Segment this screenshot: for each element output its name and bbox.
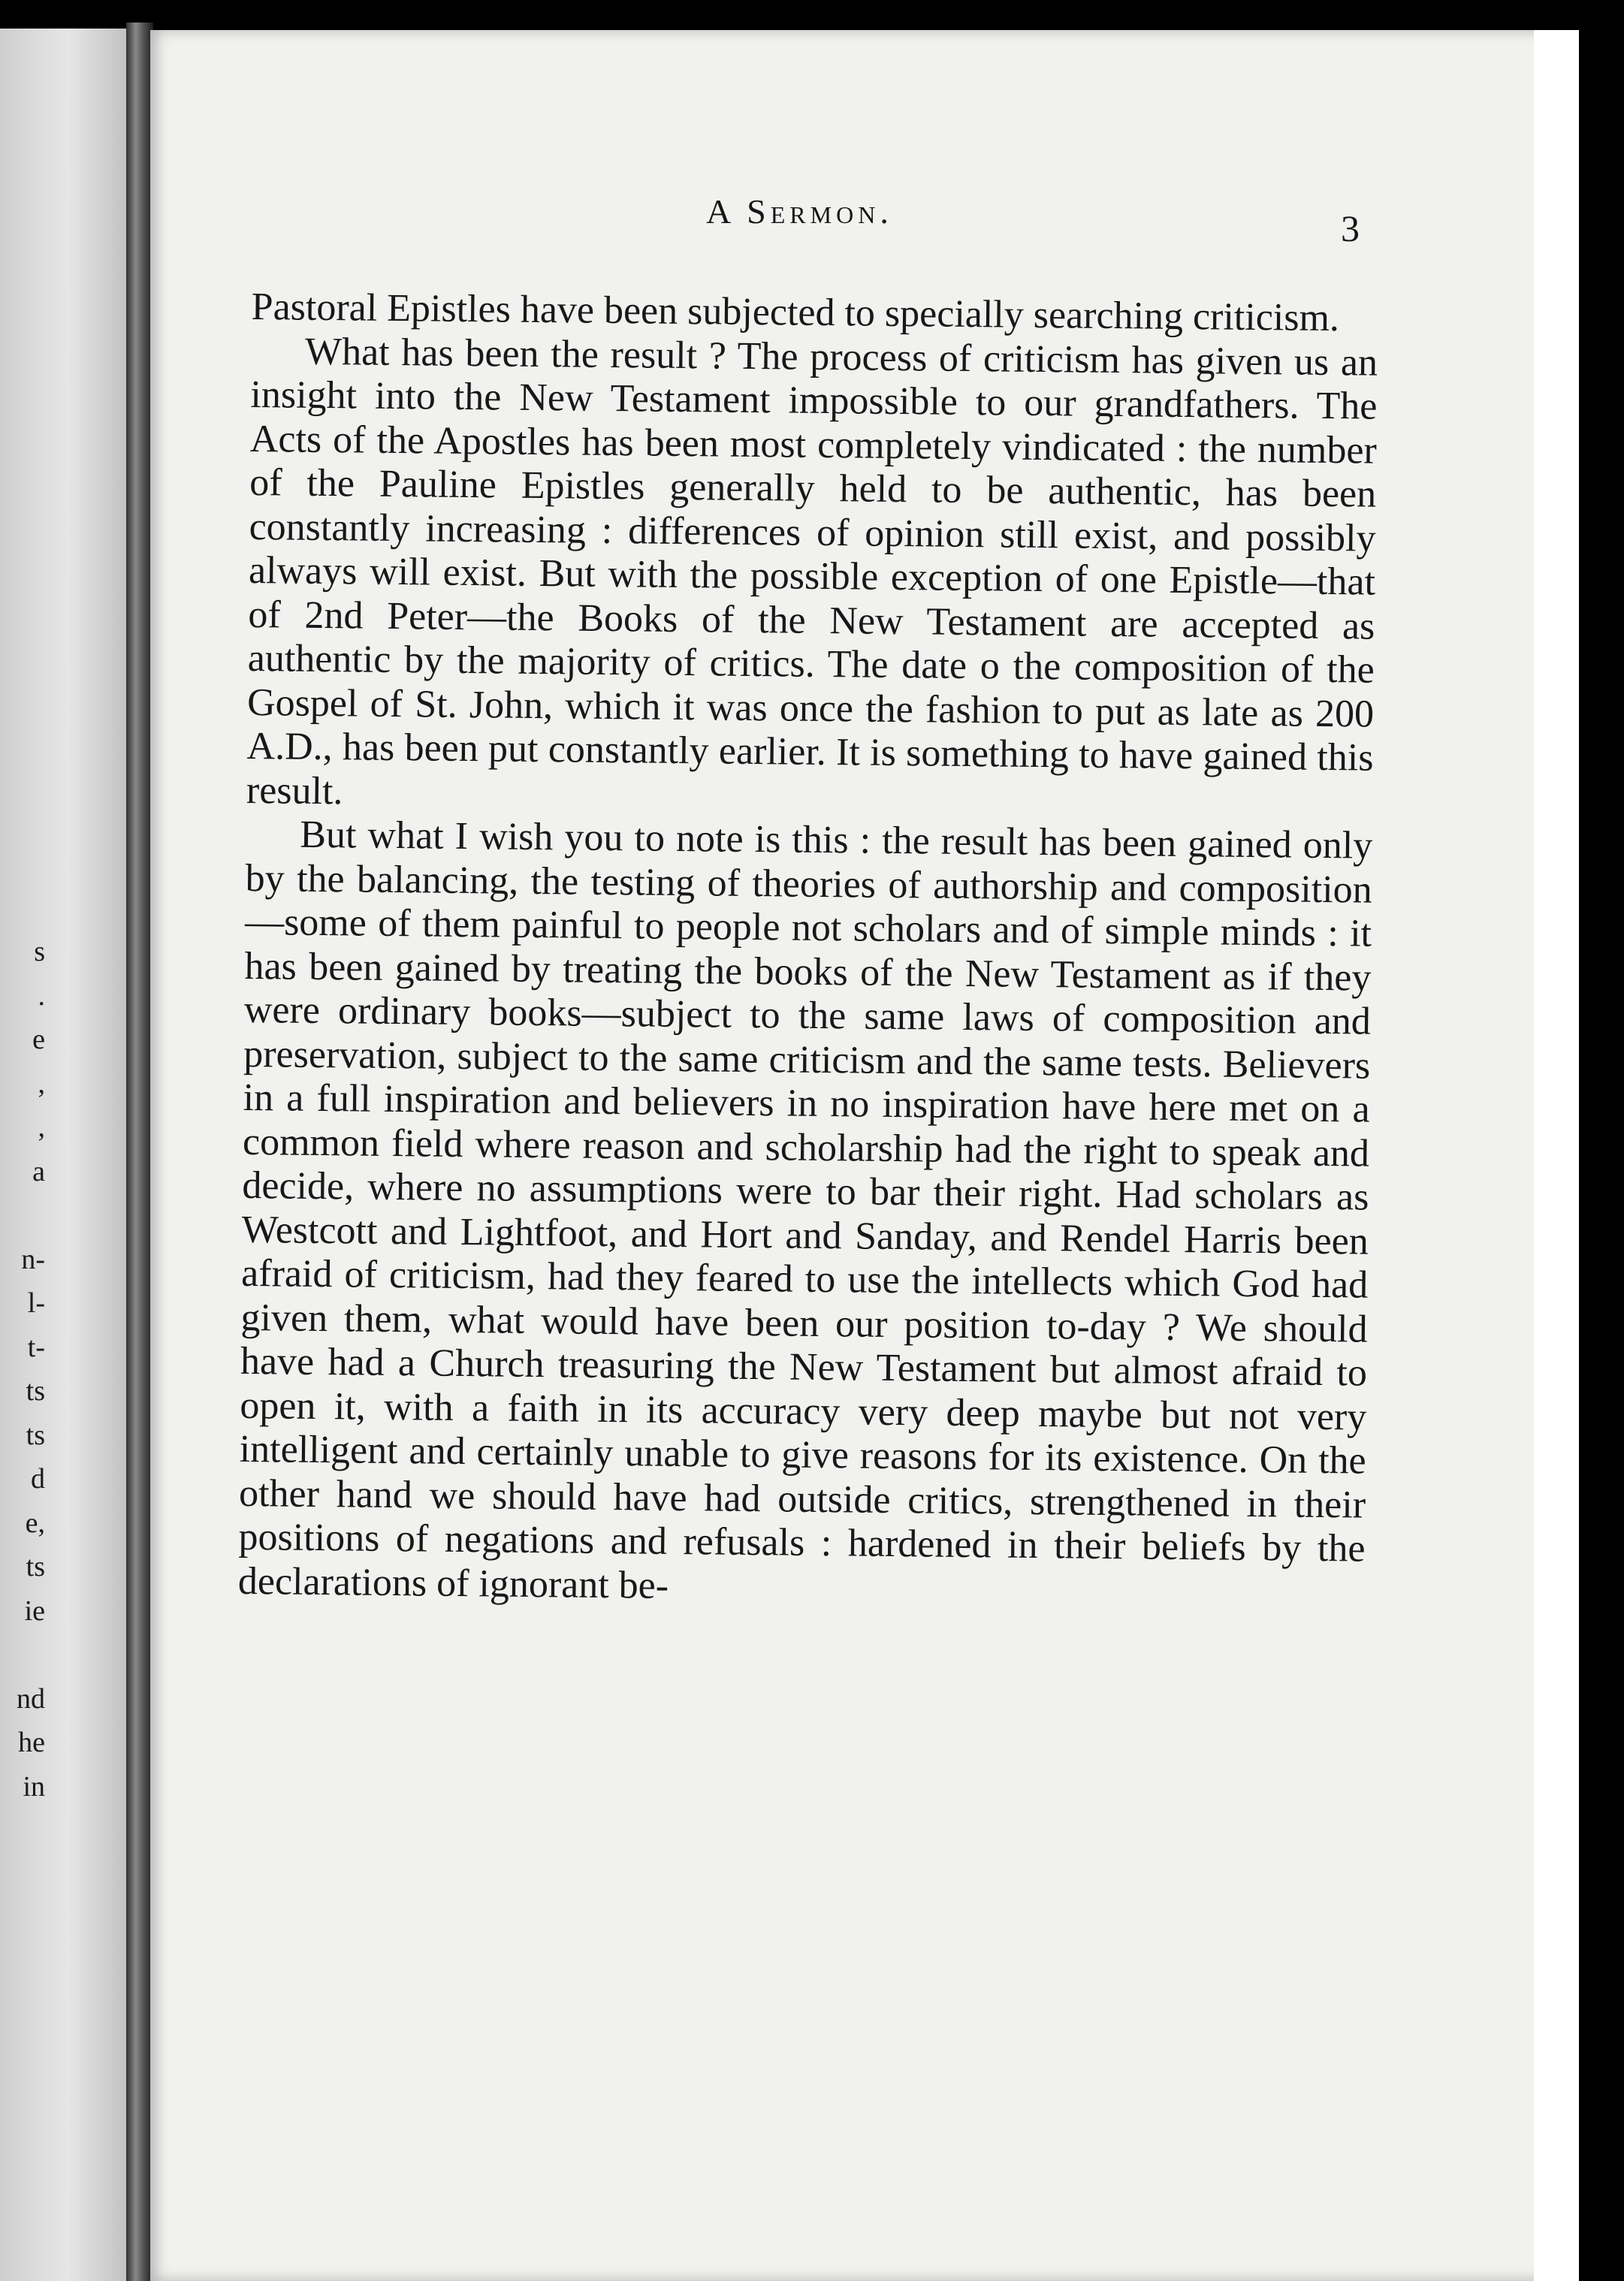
fragment-line: . — [38, 979, 45, 1012]
paragraph: Pastoral Epistles have been subjected to specially searching criticism. — [251, 285, 1340, 340]
fragment-line: ts — [26, 1419, 45, 1451]
fragment-line: nd — [17, 1682, 45, 1715]
fragment-line — [0, 1193, 45, 1238]
previous-page-text-fragments — [0, 930, 45, 1809]
page-body-text — [238, 285, 1378, 1616]
running-head — [150, 192, 1579, 252]
fragment-line: e, — [25, 1507, 45, 1539]
page-number: 3 — [1341, 207, 1360, 249]
fragment-line — [0, 1633, 45, 1677]
previous-page-edge — [0, 29, 135, 2281]
paragraph: What has been the result ? The process of criticism has given us an insight into the New Testament impossible to our grandfathers. The Acts of the Apostles has been most completely vindicated : the number of the Pauline Epistles generally held to be authentic, has been constantly increasing : differences of opinion still exist, and possibly always will exist. But with the possible exception of one Epistle—that of 2nd Peter—the Books of the New Testament are accepted as authentic by the majority of critics. The date o the composition of the Gospel of St. John, which it was once the fashion to put as late as 200 A.D., has been put constantly earlier. It is something to have gained this result. — [246, 330, 1378, 813]
fragment-line: e — [32, 1024, 45, 1055]
running-title: A Sermon. — [706, 192, 893, 231]
book-page — [150, 30, 1579, 2281]
fragment-line: s — [34, 936, 45, 967]
fragment-line: ts — [26, 1375, 45, 1407]
fragment-line: n- — [21, 1243, 45, 1275]
fragment-line: l- — [27, 1287, 45, 1319]
fragment-line: he — [18, 1727, 45, 1758]
page-edge-margin — [1534, 30, 1579, 2281]
fragment-line: ts — [26, 1551, 45, 1583]
book-gutter — [126, 23, 153, 2281]
fragment-line: , — [38, 1067, 45, 1100]
fragment-line: ie — [24, 1595, 45, 1627]
fragment-line: , — [38, 1112, 45, 1143]
paragraph: But what I wish you to note is this : the result has been gained only by the balancing, the testing of theories of authorship and composition—some of them painful to people not scholars and of simple minds : it has been gained by treating the books of the New Testament as if they were ordinary books—subject to the same laws of composition and preservation, subject to the same criticism and the same tests. Believers in a full inspiration and believers in no inspiration have here met on a common field where reason and scholarship had the right to speak and decide, where no assumptions were to bar their right. Had scholars as Westcott and Lightfoot, and Hort and Sanday, and Rendel Harris been afraid of criticism, had they feared to use the intellects which God had given them, what would have been our position to-day ? We should have had a Church treasuring the New Testament but almost afraid to open it, with a faith in its accuracy very deep maybe but not very intelligent and certainly unable to give reasons for its existence. On the other hand we should have had outside critics, strengthened in their positions of negations and refusals : hardened in their beliefs by the declarations of ignorant be- — [237, 813, 1373, 1607]
fragment-line: in — [23, 1770, 45, 1803]
fragment-line: d — [31, 1463, 45, 1495]
fragment-line: t- — [27, 1331, 45, 1363]
fragment-line: a — [32, 1155, 45, 1187]
